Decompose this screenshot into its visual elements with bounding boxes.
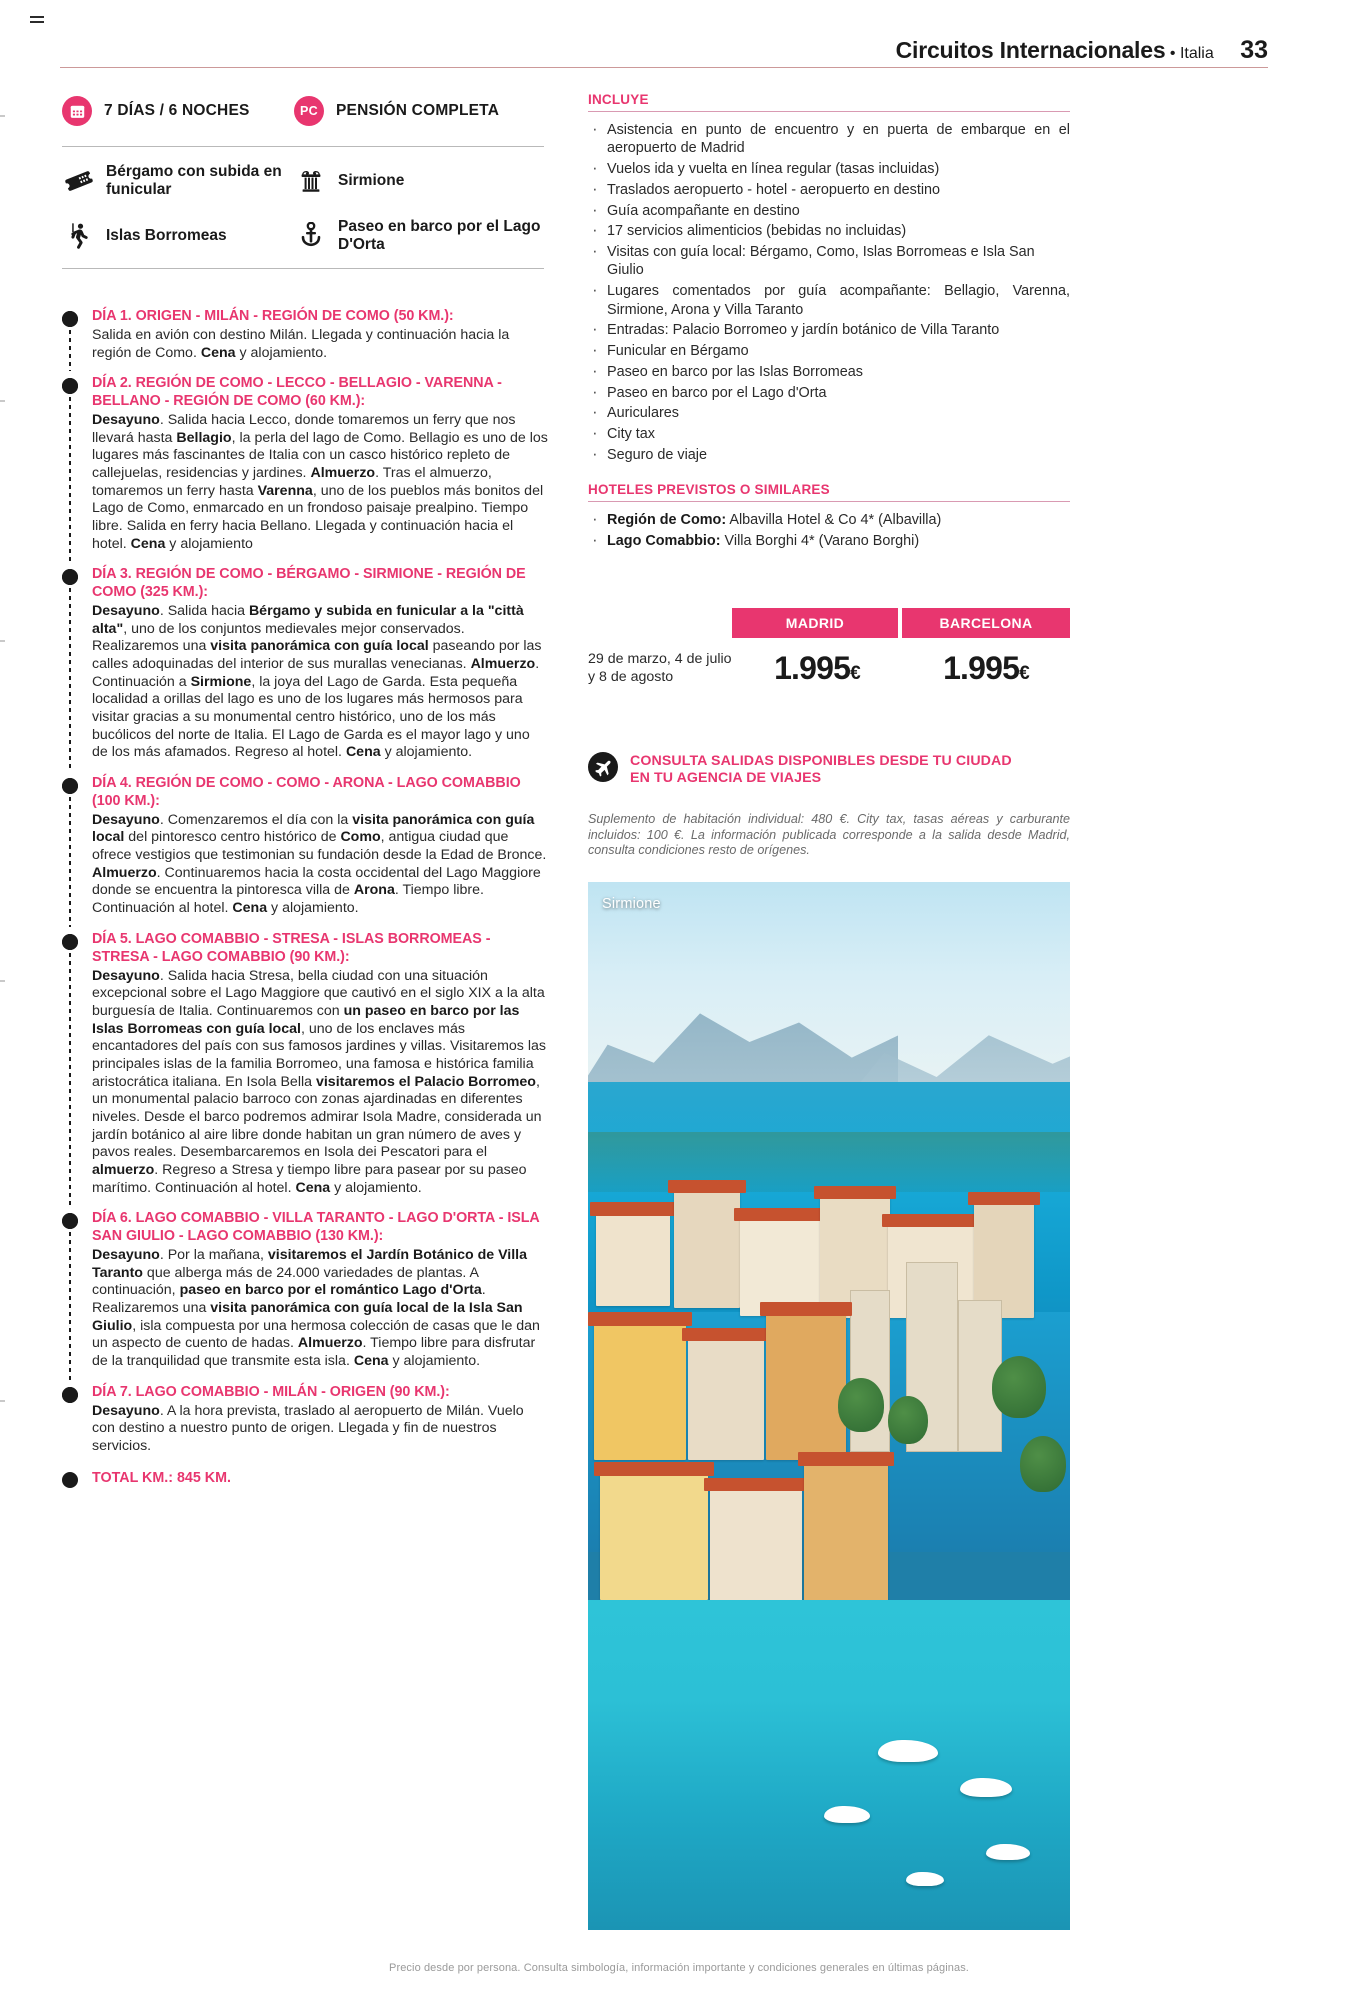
edge-tick <box>0 1400 5 1402</box>
price-value-madrid <box>732 650 902 687</box>
price-table-header <box>588 608 1070 638</box>
list-item: · Asistencia en punto de encuentro y en puerta de embarque en el aeropuerto de Madrid <box>588 121 1070 158</box>
destination-photo <box>588 882 1070 1930</box>
day-body: Desayuno. Salida hacia Lecco, donde tomaremos un ferry que nos llevará hasta Bellagio, la perla del lago de Como. Bellagio es uno de los lugares más fascinantes de Italia con un casco histórico repleto de callejuelas, residencias y jardines. Almuerzo. Tras el almuerzo, tomaremos un ferry hasta Varenna, uno de los pueblos más bonitos del Lago de Como, enmarcado en un frondoso paisaje prealpino. Tiempo libre. Salida en ferry hacia Bellano. Llegada y continuación hacia el hotel. Cena y alojamiento <box>92 411 548 552</box>
itinerary-list <box>62 308 548 1487</box>
airplane-icon <box>588 752 618 782</box>
highlight-label: Islas Borromeas <box>106 226 227 244</box>
features-panel <box>62 88 544 269</box>
edge-tick <box>0 400 5 402</box>
hotels-heading: HOTELES PREVISTOS O SIMILARES <box>588 482 830 498</box>
list-item <box>588 511 1070 529</box>
list-item: · Lugares comentados por guía acompañante: Bellagio, Varenna, Sirmione, Arona y Villa Taranto <box>588 282 1070 319</box>
highlight-sirmione <box>294 163 544 200</box>
price-amount: 1.995 <box>943 650 1020 686</box>
board-badge-text: PC <box>300 104 318 118</box>
ticket-icon <box>62 168 96 194</box>
page-number: 33 <box>1240 36 1268 64</box>
feature-duration <box>62 88 294 134</box>
highlight-bergamo <box>62 163 294 200</box>
feature-row-primary <box>62 88 544 134</box>
day-title: DÍA 5. LAGO COMABBIO - STRESA - ISLAS BORROMEAS - STRESA - LAGO COMABBIO (90 KM.): <box>92 930 491 965</box>
itinerary-day <box>62 566 548 762</box>
pc-badge-icon <box>294 96 324 126</box>
highlight-label: Paseo en barco por el Lago D'Orta <box>338 217 541 253</box>
itinerary-day <box>62 775 548 918</box>
itinerary-day <box>62 1210 548 1370</box>
consulta-banner <box>588 752 1070 788</box>
total-km-label: TOTAL KM.: 845 KM. <box>92 1469 232 1486</box>
day-body: Desayuno. Salida hacia Stresa, bella ciudad con una situación excepcional sobre el Lago Maggiore que cautivó en el siglo XIX a la alta burguesía de Italia. Continuaremos con un paseo en barco por las Islas Borromeas con guía local, uno de los enclaves más encantadores del país con sus famosos jardines y villas. Visitaremos las principales islas de la familia Borromeo, una famosa e histórica familia aristocrática italiana. En Isola Bella visitaremos el Palacio Borromeo, un monumental palacio barroco con zonas ajardinadas en diferentes niveles. Desde el barco podremos admirar Isola Madre, considerada un jardín botánico al aire libre donde habitan un gran número de aves y pavos reales. Desembarcaremos en Isola dei Pescatori para el almuerzo. Regreso a Stresa y tiempo libre para pasear por su paseo marítimo. Continuación al hotel. Cena y alojamiento. <box>92 967 546 1196</box>
list-item <box>588 532 1070 550</box>
day-title: DÍA 4. REGIÓN DE COMO - COMO - ARONA - LAGO COMABBIO (100 KM.): <box>92 775 521 809</box>
consulta-line-2: EN TU AGENCIA DE VIAJES <box>630 770 822 787</box>
itinerary-day <box>62 308 548 362</box>
hiker-icon <box>62 222 96 249</box>
highlight-label: Bérgamo con subida en funicular <box>106 163 282 199</box>
hotels-list <box>588 511 1070 550</box>
anchor-icon <box>294 222 328 249</box>
duration-label: 7 DÍAS / 6 NOCHES <box>104 102 250 120</box>
edge-tick <box>0 115 5 117</box>
day-title: DÍA 7. LAGO COMABBIO - MILÁN - ORIGEN (90 KM.): <box>92 1383 450 1400</box>
feature-row-1 <box>62 163 544 200</box>
column-icon <box>294 168 328 194</box>
includes-divider <box>588 111 1070 112</box>
itinerary-day <box>62 1384 548 1456</box>
list-item: · Funicular en Bérgamo <box>588 342 1070 360</box>
feature-row-2 <box>62 218 544 255</box>
list-item: · Guía acompañante en destino <box>588 202 1070 220</box>
price-disclaimer: Suplemento de habitación individual: 480 €. City tax, tasas aéreas y carburante incluidos: 100 €. La información publicada corresponde a la salida desde Madrid, consulta condiciones resto de orígenes. <box>588 812 1070 858</box>
hotel-region-label: Región de Como: <box>607 512 727 529</box>
list-item: · Visitas con guía local: Bérgamo, Como, Islas Borromeas e Isla San Giulio <box>588 243 1070 280</box>
currency-symbol: € <box>850 663 860 684</box>
price-column-barcelona: BARCELONA <box>902 608 1070 638</box>
features-divider-bottom <box>62 268 544 269</box>
feature-board <box>294 88 544 134</box>
hotel-region-value: Albavilla Hotel & Co 4* (Albavilla) <box>729 512 942 529</box>
page-footer: Precio desde por persona. Consulta simbología, información importante y condiciones generales en últimas páginas. <box>389 1962 969 1974</box>
day-body: Desayuno. A la hora prevista, traslado al aeropuerto de Milán. Vuelo con destino a nuestro punto de origen. Llegada y fin de nuestros servicios. <box>92 1402 524 1454</box>
itinerary-day <box>62 375 548 553</box>
crop-mark <box>30 16 44 26</box>
includes-list <box>588 121 1070 464</box>
day-title: DÍA 6. LAGO COMABBIO - VILLA TARANTO - LAGO D'ORTA - ISLA SAN GIULIO - LAGO COMABBIO (130 KM.): <box>92 1210 540 1245</box>
price-table-body <box>588 650 1070 687</box>
day-title: DÍA 2. REGIÓN DE COMO - LECCO - BELLAGIO - VARENNA - BELLANO - REGIÓN DE COMO (60 KM.): <box>92 375 502 410</box>
total-km <box>62 1469 548 1487</box>
day-title: DÍA 3. REGIÓN DE COMO - BÉRGAMO - SIRMIONE - REGIÓN DE COMO (325 KM.): <box>92 566 526 601</box>
day-body: Desayuno. Comenzaremos el día con la visita panorámica con guía local del pintoresco centro histórico de Como, antigua ciudad que ofrece vestigios que testimonian su fundación desde la Edad de Bronce. Almuerzo. Continuaremos hacia la costa occidental del Lago Maggiore donde se encuentra la pintoresca villa de Arona. Tiempo libre. Continuación al hotel. Cena y alojamiento. <box>92 811 547 917</box>
list-item: · Entradas: Palacio Borromeo y jardín botánico de Villa Taranto <box>588 321 1070 339</box>
highlight-orta <box>294 218 544 255</box>
hotel-region-value: Villa Borghi 4* (Varano Borghi) <box>724 533 920 550</box>
includes-panel <box>588 92 1070 553</box>
price-value-barcelona <box>902 650 1070 687</box>
list-item: · Vuelos ida y vuelta en línea regular (tasas incluidas) <box>588 160 1070 178</box>
price-table <box>588 608 1070 687</box>
page-header <box>592 36 1268 65</box>
photo-caption: Sirmione <box>602 896 661 912</box>
itinerary-day <box>62 931 548 1197</box>
header-subtitle: Italia <box>1179 45 1214 62</box>
hotels-divider <box>588 501 1070 502</box>
list-item: · Traslados aeropuerto - hotel - aeropuerto en destino <box>588 181 1070 199</box>
day-body: Desayuno. Por la mañana, visitaremos el Jardín Botánico de Villa Taranto que alberga más de 24.000 variedades de plantas. A continuación, paseo en barco por el romántico Lago d'Orta. Realizaremos una visita panorámica con guía local de la Isla San Giulio, isla compuesta por una hermosa colección de casas que le dan un aspecto de cuento de hadas. Almuerzo. Tiempo libre para disfrutar de la tranquilidad que transmite esta isla. Cena y alojamiento. <box>92 1246 540 1370</box>
consulta-text <box>630 752 1012 788</box>
list-item: · Seguro de viaje <box>588 446 1070 464</box>
highlight-label: Sirmione <box>338 172 405 190</box>
list-item: · Auriculares <box>588 404 1070 422</box>
day-body: Salida en avión con destino Milán. Llegada y continuación hacia la región de Como. Cena y alojamiento. <box>92 326 510 361</box>
price-column-madrid: MADRID <box>732 608 898 638</box>
calendar-icon <box>62 96 92 126</box>
day-title: DÍA 1. ORIGEN - MILÁN - REGIÓN DE COMO (50 KM.): <box>92 308 454 324</box>
list-item: · City tax <box>588 425 1070 443</box>
features-divider-top <box>62 146 544 147</box>
header-title: Circuitos Internacionales <box>895 37 1166 63</box>
board-label: PENSIÓN COMPLETA <box>336 102 500 120</box>
includes-heading: INCLUYE <box>588 92 649 107</box>
edge-tick <box>0 640 5 642</box>
list-item: · Paseo en barco por las Islas Borromeas <box>588 363 1070 381</box>
day-body: Desayuno. Salida hacia Bérgamo y subida en funicular a la "città alta", uno de los conjuntos medievales mejor conservados. Realizaremos una visita panorámica con guía local paseando por las calles adoquinadas del interior de sus murallas venecianas. Almuerzo. Continuación a Sirmione, la joya del Lago de Garda. Esta pequeña localidad a orillas del lago es uno de los lugares más hermosos para visitar gracias a su monumental centro histórico, uno de los más bucólicos del norte de Italia. El Lago de Garda es el mayor lago y uno de los más afamados. Regreso al hotel. Cena y alojamiento. <box>92 603 542 761</box>
photo-harbour-water <box>588 1600 1070 1930</box>
consulta-line-1: CONSULTA SALIDAS DISPONIBLES DESDE TU CIUDAD <box>630 753 1012 769</box>
hotel-region-label: Lago Comabbio: <box>607 533 721 550</box>
list-item: · 17 servicios alimenticios (bebidas no incluidas) <box>588 222 1070 240</box>
departure-dates: 29 de marzo, 4 de julio y 8 de agosto <box>588 650 732 685</box>
highlight-borromeas <box>62 218 294 255</box>
edge-tick <box>0 980 5 982</box>
currency-symbol: € <box>1019 663 1029 684</box>
list-item: · Paseo en barco por el Lago d'Orta <box>588 384 1070 402</box>
price-amount: 1.995 <box>774 650 851 686</box>
hotels-block <box>588 482 1070 550</box>
header-separator: • <box>1169 45 1176 62</box>
header-divider <box>60 67 1268 68</box>
